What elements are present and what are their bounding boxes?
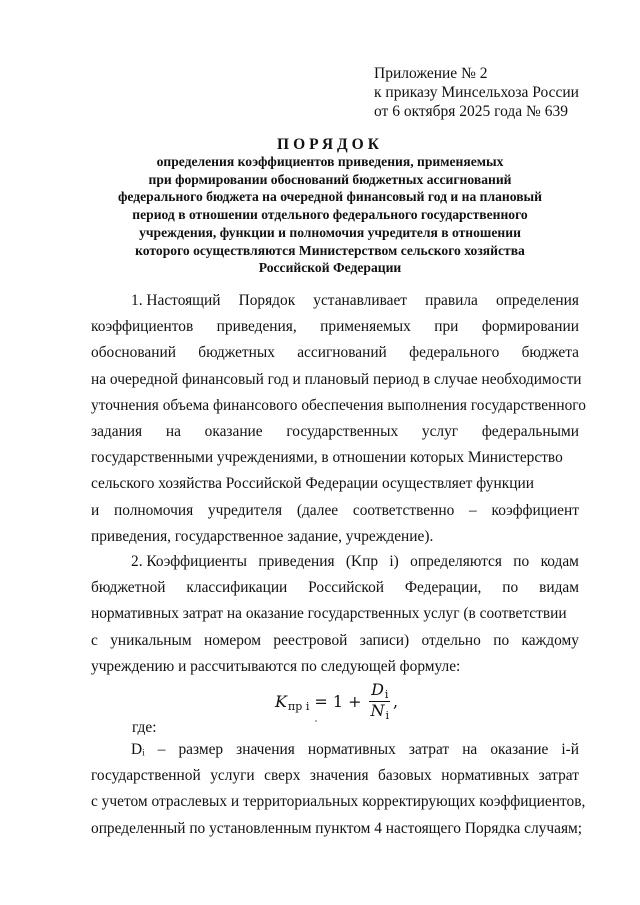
subtitle-line: период в отношении отдельного федерального государственного: [132, 207, 528, 223]
formula-denominator: Ni: [370, 700, 390, 722]
word: услуги: [210, 767, 255, 785]
word: коэффициент: [491, 501, 579, 519]
text-line: [91, 763, 579, 789]
word: записи): [359, 631, 410, 649]
subtitle-line: которого осуществляются Министерством сельского хозяйства: [135, 242, 525, 258]
text-line: [91, 575, 579, 601]
text-line: [91, 288, 579, 314]
subtitle-line: федерального бюджета на очередной финансовый год и на плановый: [118, 189, 542, 205]
word: видам: [539, 579, 579, 597]
word: базовых: [378, 767, 432, 785]
word: и: [91, 501, 100, 519]
word: 1. Настоящий: [131, 292, 221, 309]
word: Федерации,: [404, 579, 482, 597]
word: учредителя: [207, 501, 283, 519]
word: нормативных затрат на оказание государственных услуг (в соответствии: [91, 605, 567, 623]
where-label: где:: [132, 719, 157, 736]
word: федерального: [409, 344, 500, 362]
text-line: [91, 393, 586, 419]
word: Порядок: [238, 292, 296, 309]
word: размер: [178, 741, 224, 758]
text-line: [91, 367, 582, 393]
text-line: [91, 314, 579, 340]
appendix-header: [374, 64, 579, 121]
word: ассигнований: [297, 344, 387, 362]
word: на: [165, 422, 181, 440]
word: нормативных: [441, 767, 530, 785]
word: формировании: [481, 318, 579, 336]
appendix-line: Приложение № 2: [374, 65, 488, 82]
word: реестровой: [273, 631, 348, 649]
text-line: [91, 816, 583, 842]
paragraph-1: [91, 288, 586, 550]
word: государственной: [91, 767, 201, 785]
text-line: [91, 524, 579, 550]
text-line: [91, 498, 579, 524]
word: учреждению и рассчитываются по следующей формуле:: [91, 657, 461, 675]
word: приведения: [258, 553, 335, 570]
scan-speck: [315, 720, 317, 722]
word: по: [493, 631, 510, 649]
word: на очередной финансовый год и плановый период в случае необходимости: [91, 370, 582, 388]
formula-comma: ,: [393, 691, 399, 711]
word: федеральными: [481, 422, 579, 440]
word: оказание: [204, 422, 263, 440]
word: уникальным: [110, 631, 192, 649]
word: кодам: [540, 553, 579, 570]
word: отдельно: [421, 631, 481, 649]
word: приведения,: [216, 318, 297, 336]
word: устанавливает: [313, 292, 408, 309]
word: номером: [204, 631, 262, 649]
text-line: [91, 471, 579, 497]
text-line: [91, 340, 579, 366]
text-line: [91, 549, 579, 575]
word: Dᵢ: [131, 741, 145, 758]
formula: [275, 676, 415, 726]
paragraph-2: [91, 549, 579, 680]
text-line: [91, 628, 579, 654]
word: по: [502, 579, 519, 597]
word: правила: [425, 292, 478, 309]
document-title: ПОРЯДОК: [277, 136, 383, 153]
word: обоснований: [91, 344, 176, 362]
subtitle-line: при формировании обоснований бюджетных ассигнований: [148, 171, 512, 187]
word: –: [157, 741, 166, 758]
formula-k-subscript: пр i: [287, 699, 310, 713]
word: (далее: [296, 501, 339, 519]
text-line: [91, 601, 579, 627]
formula-numerator: Di: [371, 679, 389, 701]
word: оказание: [490, 741, 549, 758]
word: с: [91, 631, 98, 649]
text-line: [91, 445, 579, 471]
word: задания: [91, 422, 143, 440]
word: 2. Коэффициенты: [131, 553, 247, 570]
word: определяются: [410, 553, 502, 570]
word: определенный по установленным пунктом 4 настоящего Порядка случаям;: [91, 819, 583, 837]
word: уточнения объема финансового обеспечения выполнения государственного: [91, 396, 586, 414]
word: бюджета: [521, 344, 579, 362]
word: по: [513, 553, 530, 570]
word: применяемых: [320, 318, 411, 336]
subtitle-line: Российской Федерации: [258, 260, 402, 276]
word: соответственно: [352, 501, 455, 519]
word: затрат: [408, 741, 450, 758]
subtitle-line: учреждения, функции и полномочия учредителя в отношении: [139, 224, 521, 240]
word: i): [389, 553, 399, 570]
text-line: [91, 789, 586, 815]
formula-equals: = 1 +: [314, 691, 362, 711]
appendix-line: от 6 октября 2025 года № 639: [374, 103, 568, 120]
word: Российской: [308, 579, 385, 597]
word: коэффициентов: [91, 318, 194, 336]
word: определения: [495, 292, 579, 309]
word: i-й: [561, 741, 579, 758]
word: с учетом отраслевых и территориальных корректирующих коэффициентов,: [91, 793, 586, 811]
word: бюджетных: [198, 344, 275, 362]
word: нормативных: [307, 741, 396, 758]
word: сверх: [264, 767, 301, 785]
document-subtitle: [80, 153, 580, 277]
word: (Kпр: [345, 553, 379, 570]
word: бюджетной: [91, 579, 166, 597]
word: –: [469, 501, 477, 519]
word: сельского хозяйства Российской Федерации осуществляет функции: [91, 475, 534, 493]
formula-fraction: [369, 681, 392, 722]
word: полномочия: [114, 501, 194, 519]
text-line: [91, 419, 579, 445]
word: классификации: [186, 579, 288, 597]
appendix-line: к приказу Минсельхоза России: [374, 84, 579, 101]
paragraph-3: [91, 737, 586, 842]
word: значения: [236, 741, 295, 758]
word: на: [462, 741, 478, 758]
text-line: [91, 737, 579, 763]
word: государственных: [286, 422, 399, 440]
word: услуг: [421, 422, 459, 440]
word: государственными учреждениями, в отношении которых Министерство: [91, 449, 563, 467]
word: затрат: [538, 767, 579, 785]
formula-k: K: [275, 691, 287, 711]
subtitle-line: определения коэффициентов приведения, применяемых: [156, 154, 504, 169]
word: значения: [309, 767, 369, 785]
word: каждому: [521, 631, 579, 649]
word: при: [434, 318, 459, 336]
word: приведения, государственное задание, учреждение).: [91, 527, 434, 545]
